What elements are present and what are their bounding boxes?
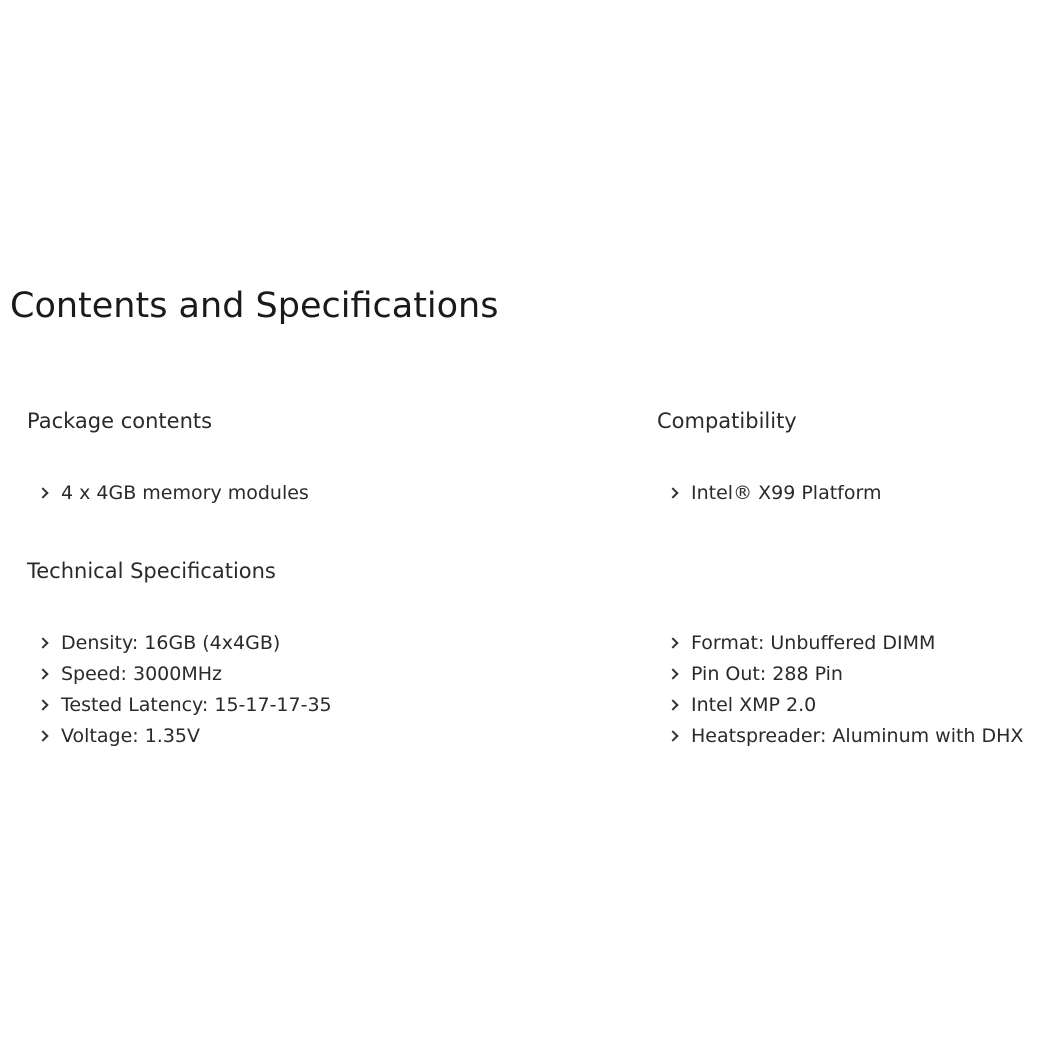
technical-specifications-heading: Technical Specifications: [27, 559, 276, 583]
chevron-right-icon: [37, 487, 48, 498]
chevron-right-icon: [667, 487, 678, 498]
list-item-text: Pin Out: 288 Pin: [691, 662, 843, 685]
chevron-right-icon: [667, 637, 678, 648]
list-item: [669, 689, 1023, 720]
list-item: [669, 658, 1023, 689]
list-item-text: Voltage: 1.35V: [61, 724, 201, 747]
list-item-text: 4 x 4GB memory modules: [61, 481, 309, 504]
list-item: [39, 658, 332, 689]
chevron-right-icon: [37, 730, 48, 741]
package-contents-list: [39, 477, 309, 508]
chevron-right-icon: [667, 699, 678, 710]
list-item: [669, 720, 1023, 751]
technical-specifications-right-list: [669, 627, 1023, 751]
list-item: [669, 477, 881, 508]
chevron-right-icon: [667, 668, 678, 679]
list-item: [39, 627, 332, 658]
chevron-right-icon: [37, 637, 48, 648]
compatibility-list: [669, 477, 881, 508]
compatibility-heading: Compatibility: [657, 409, 797, 433]
technical-specifications-left-list: [39, 627, 332, 751]
package-contents-heading: Package contents: [27, 409, 213, 433]
list-item: [669, 627, 1023, 658]
list-item-text: Format: Unbuffered DIMM: [691, 631, 936, 654]
list-item-text: Density: 16GB (4x4GB): [61, 631, 281, 654]
list-item-text: Intel® X99 Platform: [691, 481, 882, 504]
list-item: [39, 477, 309, 508]
list-item: [39, 689, 332, 720]
chevron-right-icon: [667, 730, 678, 741]
list-item-text: Intel XMP 2.0: [691, 693, 817, 716]
chevron-right-icon: [37, 699, 48, 710]
list-item-text: Heatspreader: Aluminum with DHX: [691, 724, 1024, 747]
list-item-text: Tested Latency: 15-17-17-35: [61, 693, 332, 716]
list-item: [39, 720, 332, 751]
list-item-text: Speed: 3000MHz: [61, 662, 223, 685]
chevron-right-icon: [37, 668, 48, 679]
page-title: Contents and Specifications: [10, 286, 499, 326]
